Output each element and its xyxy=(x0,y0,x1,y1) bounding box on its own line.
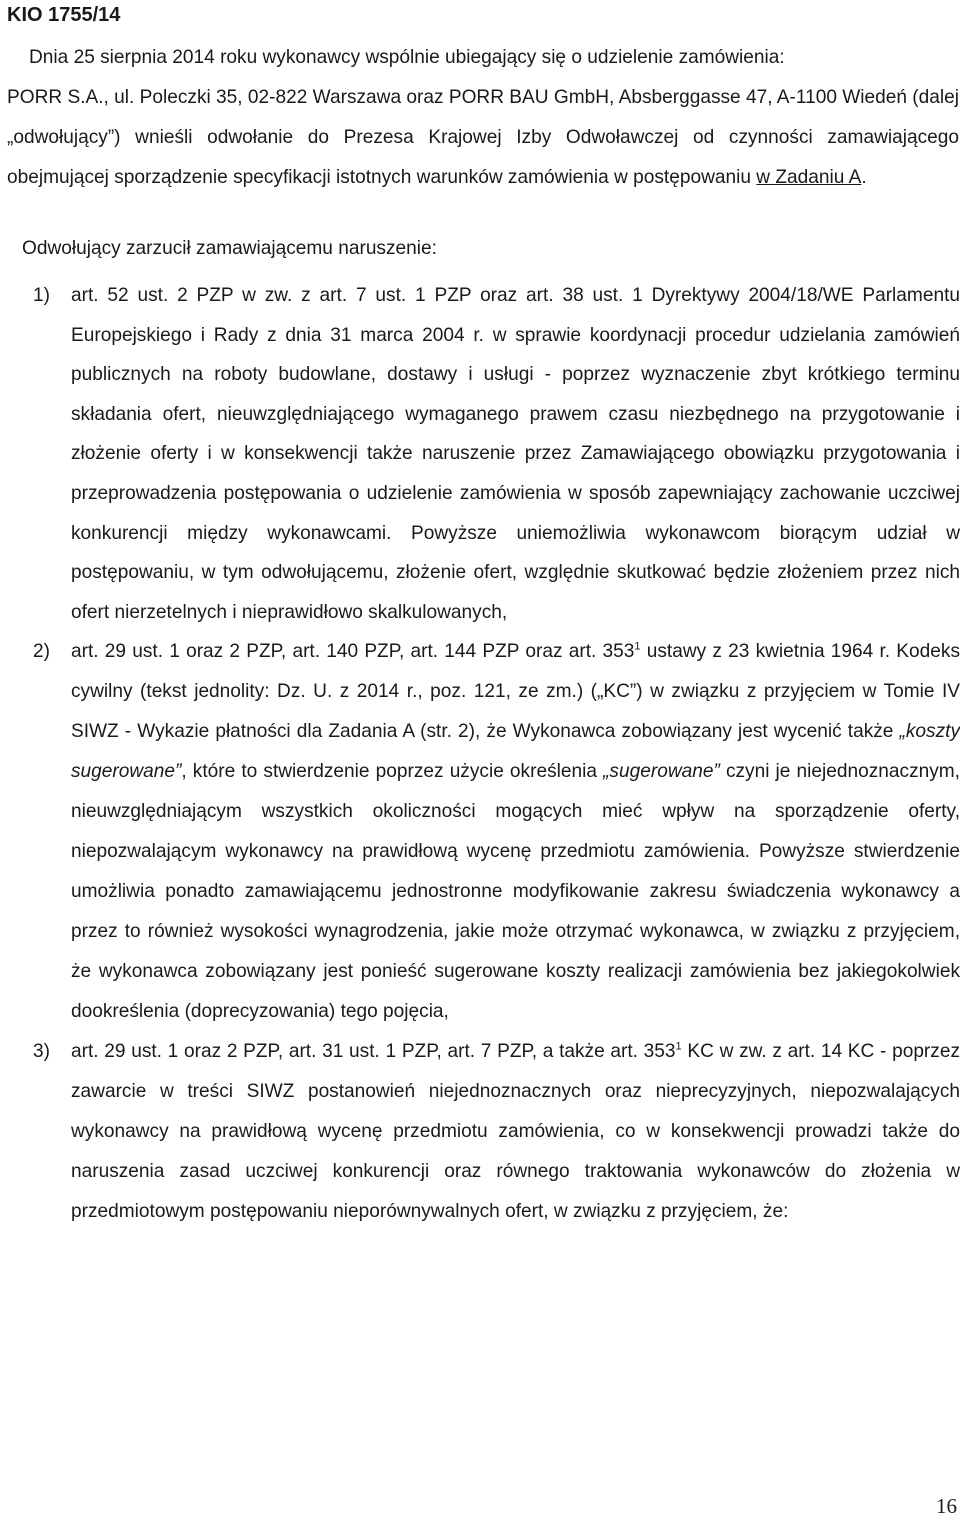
charge-number: 2) xyxy=(33,641,50,663)
superscript: 1 xyxy=(675,1040,682,1053)
page-number: 16 xyxy=(936,1494,957,1518)
charge-text: art. 52 ust. 2 PZP w zw. z art. 7 ust. 1 PZP oraz art. 38 ust. 1 Dyrektywy 2004/18/WE Parlamentu Europejskiego i Rady z dnia 31 marca 2004 r. w sprawie koordynacji procedur udzielania zamówień publicznych na roboty budowlane, dostawy i usługi - poprzez wyznaczenie zbyt krótkiego terminu składania ofert, nieuwzględniającego wymaganego prawem czasu niezbędnego na przygotowanie i złożenie oferty i w konsekwencji także naruszenie przez Zamawiającego obowiązku przygotowania i przeprowadzenia postępowania o udzielenie zamówienia w sposób zapewniający zachowanie uczciwej konkurencji między wykonawcami. Powyższe uniemożliwia wykonawcom biorącym udział w postępowaniu, w tym odwołującemu, złożenie ofert, względnie skutkować będzie złożeniem przez nich ofert nierzetelnych i nieprawidłowo skalkulowanych, xyxy=(71,285,960,623)
case-id: KIO 1755/14 xyxy=(7,4,121,26)
superscript: 1 xyxy=(634,640,641,653)
charge-number: 1) xyxy=(33,285,50,306)
italic-term: „sugerowane” xyxy=(603,761,720,783)
charges-heading: Odwołujący zarzucił zamawiającemu naruszenie: xyxy=(22,238,437,259)
italic-term: „koszty sugerowane” xyxy=(71,721,960,783)
intro-paragraph xyxy=(7,38,959,198)
charge-text-part: KC w zw. z art. 14 KC - poprzez zawarcie w treści SIWZ postanowień niejednoznacznych oraz nieprecyzyjnych, niepozwalających wykonawcy na prawidłową wycenę przedmiotu zamówienia, co w konsekwencji prowadzi także do naruszenia zasad uczciwej konkurencji oraz równego traktowania wykonawców do złożenia w przedmiotowym postępowaniu nieporównywalnych ofert, w związku z przyjęciem, że: xyxy=(71,1041,960,1223)
charge-item-2 xyxy=(0,632,960,1032)
intro-rest: PORR S.A., ul. Poleczki 35, 02-822 Warszawa oraz PORR BAU GmbH, Absberggasse 47, A-1100 Wiedeń (dalej „odwołujący”) wnieśli odwołanie do Prezesa Krajowej Izby Odwoławczej od czynności zamawiającego obejmującej sporządzenie specyfikacji istotnych warunków zamówienia w postępowaniu xyxy=(7,87,959,188)
intro-link-zadanie: w Zadaniu A xyxy=(756,167,862,188)
charge-item-1 xyxy=(0,276,960,632)
charges-list xyxy=(0,276,960,1232)
charge-text xyxy=(71,632,960,1032)
charge-text-part: art. 29 ust. 1 oraz 2 PZP, art. 31 ust. 1 PZP, art. 7 PZP, a także art. 353 xyxy=(71,1041,676,1063)
charge-item-3 xyxy=(0,1032,960,1232)
charge-text-part: art. 29 ust. 1 oraz 2 PZP, art. 140 PZP, art. 144 PZP oraz art. 353 xyxy=(71,641,635,663)
intro-first-line: Dnia 25 sierpnia 2014 roku wykonawcy wspólnie ubiegający się o udzielenie zamówienia: xyxy=(29,47,785,68)
charge-number: 3) xyxy=(33,1041,50,1063)
charge-text-part: ustawy z 23 kwietnia 1964 r. Kodeks cywilny (tekst jednolity: Dz. U. z 2014 r., poz. 121, ze zm.) („KC”) w związku z przyjęciem w Tomie IV SIWZ - Wykazie płatności dla Zadania A (str. 2), że Wykonawca zobowiązany jest wycenić także xyxy=(71,641,960,743)
charge-text xyxy=(71,1032,960,1232)
charge-text-part: , które to stwierdzenie poprzez użycie określenia xyxy=(181,761,604,783)
intro-end: . xyxy=(861,167,867,188)
charge-text-part: czyni je niejednoznacznym, nieuwzględniającym wszystkich okoliczności mogących mieć wpływ na sporządzenie oferty, niepozwalającym wykonawcy na prawidłową wycenę przedmiotu zamówienia. Powyższe stwierdzenie umożliwia ponadto zamawiającemu jednostronne modyfikowanie zakresu świadczenia wykonawcy a przez to również wysokości wynagrodzenia, jakie może otrzymać wykonawca, w związku z przyjęciem, że wykonawca zobowiązany jest ponieść sugerowane koszty realizacji zamówienia bez jakiegokolwiek dookreślenia (doprecyzowania) tego pojęcia, xyxy=(71,761,960,1023)
